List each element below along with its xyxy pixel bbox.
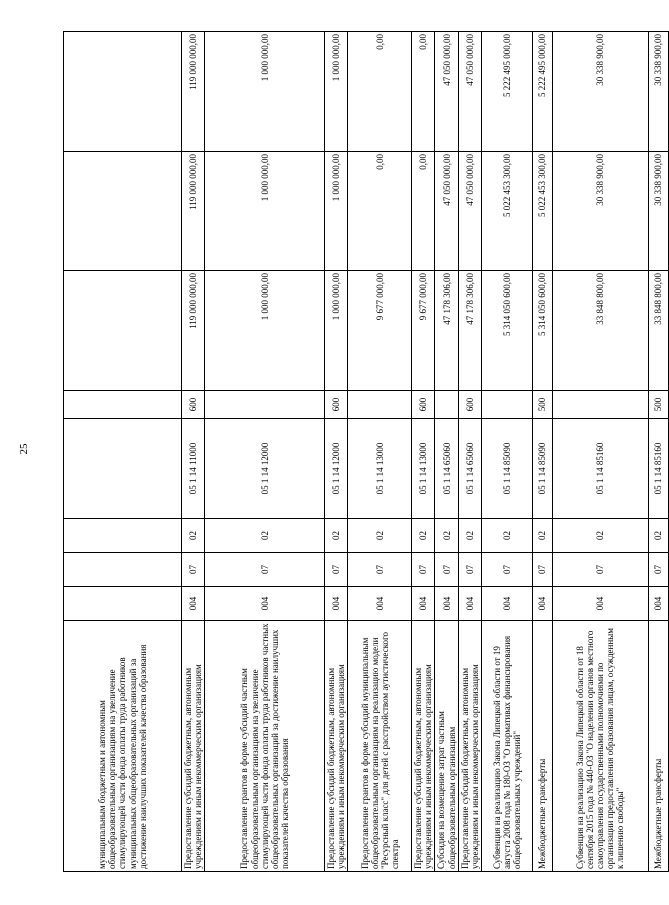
amount-year1-cell: 9 677 000,00 — [412, 271, 435, 391]
page-number: 25 — [18, 443, 30, 455]
amount-year1-cell: 47 178 306,00 — [435, 271, 458, 391]
subsection-code-cell: 02 — [481, 519, 532, 553]
grbs-code-cell: 004 — [532, 587, 552, 621]
amount-year1-cell: 1 000 000,00 — [205, 271, 325, 391]
target-article-cell — [64, 419, 182, 519]
amount-year2-cell: 47 050 000,00 — [458, 152, 481, 271]
amount-year2-cell: 5 022 453 300,00 — [532, 152, 552, 271]
amount-year3-cell: 0,00 — [348, 32, 412, 152]
target-article-cell: 05 1 14 85160 — [648, 419, 668, 519]
amount-year2-cell: 47 050 000,00 — [435, 152, 458, 271]
grbs-code-cell: 004 — [552, 587, 648, 621]
subsection-code-cell: 02 — [532, 519, 552, 553]
amount-year1-cell — [64, 271, 182, 391]
table-row — [205, 32, 325, 872]
row-name-cell: Предоставление субсидий бюджетным, автономным учреждениям и иным некоммерческим организациям — [458, 621, 481, 872]
subsection-code-cell: 02 — [182, 519, 205, 553]
amount-year1-cell: 33 848 800,00 — [648, 271, 668, 391]
section-code-cell: 07 — [348, 553, 412, 587]
table-row — [435, 32, 458, 872]
row-name-cell: Предоставление субсидий бюджетным, автономным учреждениям и иным некоммерческим организациям — [412, 621, 435, 872]
expense-type-cell: 500 — [532, 391, 552, 419]
amount-year3-cell: 30 338 900,00 — [552, 32, 648, 152]
amount-year3-cell — [64, 32, 182, 152]
expense-type-cell — [481, 391, 532, 419]
table-row — [458, 32, 481, 872]
target-article-cell: 05 1 14 13000 — [348, 419, 412, 519]
section-code-cell: 07 — [412, 553, 435, 587]
target-article-cell: 05 1 14 13000 — [412, 419, 435, 519]
row-name-cell: муниципальным бюджетным и автономным общеобразовательным организациям на увеличение стимулирующей части фонда оплаты труда работников муниципальных общеобразовательных организаций за достижение наилучших показателей качества образования — [64, 621, 182, 872]
amount-year2-cell: 5 022 453 300,00 — [481, 152, 532, 271]
amount-year1-cell: 119 000 000,00 — [182, 271, 205, 391]
amount-year1-cell: 47 178 306,00 — [458, 271, 481, 391]
subsection-code-cell: 02 — [552, 519, 648, 553]
table-row — [552, 32, 648, 872]
expense-type-cell: 600 — [458, 391, 481, 419]
amount-year3-cell: 47 050 000,00 — [458, 32, 481, 152]
budget-table — [63, 31, 669, 872]
amount-year3-cell: 30 338 900,00 — [648, 32, 668, 152]
grbs-code-cell: 004 — [348, 587, 412, 621]
amount-year3-cell: 0,00 — [412, 32, 435, 152]
section-code-cell: 07 — [458, 553, 481, 587]
row-name-cell: Предоставление субсидий бюджетным, автономным учреждениям и иным некоммерческим организациям — [182, 621, 205, 872]
amount-year1-cell: 5 314 050 600,00 — [481, 271, 532, 391]
table-row — [182, 32, 205, 872]
table-row — [325, 32, 348, 872]
subsection-code-cell: 02 — [648, 519, 668, 553]
amount-year3-cell: 1 000 000,00 — [205, 32, 325, 152]
expense-type-cell: 500 — [648, 391, 668, 419]
section-code-cell — [64, 553, 182, 587]
grbs-code-cell: 004 — [412, 587, 435, 621]
table-row — [412, 32, 435, 872]
expense-type-cell: 600 — [412, 391, 435, 419]
section-code-cell: 07 — [325, 553, 348, 587]
section-code-cell: 07 — [435, 553, 458, 587]
expense-type-cell — [435, 391, 458, 419]
amount-year3-cell: 119 000 000,00 — [182, 32, 205, 152]
target-article-cell: 05 1 14 65060 — [458, 419, 481, 519]
grbs-code-cell: 004 — [205, 587, 325, 621]
amount-year1-cell: 1 000 000,00 — [325, 271, 348, 391]
table-row — [348, 32, 412, 872]
amount-year2-cell — [64, 152, 182, 271]
table-row — [64, 32, 182, 872]
grbs-code-cell: 004 — [648, 587, 668, 621]
target-article-cell: 05 1 14 11000 — [182, 419, 205, 519]
row-name-cell: Субсидия на возмещение затрат частным общеобразовательным организациям — [435, 621, 458, 872]
section-code-cell: 07 — [182, 553, 205, 587]
subsection-code-cell: 02 — [435, 519, 458, 553]
row-name-cell: Предоставление грантов в форме субсидий частным общеобразовательным организациям на увеличение стимулирующей части фонда оплаты труда работников частных общеобразовательных организаций за достижение наилучших показателей качества образования — [205, 621, 325, 872]
amount-year3-cell: 5 222 495 000,00 — [532, 32, 552, 152]
target-article-cell: 05 1 14 85090 — [532, 419, 552, 519]
expense-type-cell — [64, 391, 182, 419]
subsection-code-cell: 02 — [412, 519, 435, 553]
amount-year2-cell: 0,00 — [412, 152, 435, 271]
row-name-cell: Межбюджетные трансферты — [648, 621, 668, 872]
amount-year2-cell: 30 338 900,00 — [552, 152, 648, 271]
grbs-code-cell: 004 — [458, 587, 481, 621]
rotated-table-container — [63, 32, 664, 872]
amount-year2-cell: 30 338 900,00 — [648, 152, 668, 271]
amount-year3-cell: 1 000 000,00 — [325, 32, 348, 152]
row-name-cell: Предоставление субсидий бюджетным, автономным учреждениям и иным некоммерческим организациям — [325, 621, 348, 872]
grbs-code-cell: 004 — [325, 587, 348, 621]
grbs-code-cell: 004 — [182, 587, 205, 621]
section-code-cell: 07 — [552, 553, 648, 587]
amount-year2-cell: 0,00 — [348, 152, 412, 271]
expense-type-cell: 600 — [325, 391, 348, 419]
amount-year2-cell: 1 000 000,00 — [205, 152, 325, 271]
row-name-cell: Субвенция на реализацию Закона Липецкой области от 19 августа 2008 года № 180-ОЗ "О нормативах финансирования общеобразовательных учреждений" — [481, 621, 532, 872]
subsection-code-cell: 02 — [458, 519, 481, 553]
target-article-cell: 05 1 14 85090 — [481, 419, 532, 519]
grbs-code-cell: 004 — [435, 587, 458, 621]
table-row — [532, 32, 552, 872]
target-article-cell: 05 1 14 85160 — [552, 419, 648, 519]
expense-type-cell — [552, 391, 648, 419]
amount-year1-cell: 5 314 050 600,00 — [532, 271, 552, 391]
section-code-cell: 07 — [532, 553, 552, 587]
table-row — [481, 32, 532, 872]
amount-year1-cell: 33 848 800,00 — [552, 271, 648, 391]
subsection-code-cell — [64, 519, 182, 553]
table-row — [648, 32, 668, 872]
amount-year3-cell: 47 050 000,00 — [435, 32, 458, 152]
subsection-code-cell: 02 — [348, 519, 412, 553]
target-article-cell: 05 1 14 12000 — [205, 419, 325, 519]
expense-type-cell — [205, 391, 325, 419]
grbs-code-cell: 004 — [481, 587, 532, 621]
row-name-cell: Субвенция на реализацию Закона Липецкой области от 18 сентября 2015 года № 440-ОЗ "О наделении органов местного самоуправления государственными полномочиями по организации предоставления образования лицам, осужденным к лишению свободы" — [552, 621, 648, 872]
row-name-cell: Межбюджетные трансферты — [532, 621, 552, 872]
amount-year2-cell: 1 000 000,00 — [325, 152, 348, 271]
subsection-code-cell: 02 — [205, 519, 325, 553]
section-code-cell: 07 — [648, 553, 668, 587]
expense-type-cell — [348, 391, 412, 419]
amount-year3-cell: 5 222 495 000,00 — [481, 32, 532, 152]
table-body — [64, 32, 669, 872]
subsection-code-cell: 02 — [325, 519, 348, 553]
amount-year1-cell: 9 677 000,00 — [348, 271, 412, 391]
section-code-cell: 07 — [481, 553, 532, 587]
target-article-cell: 05 1 14 12000 — [325, 419, 348, 519]
expense-type-cell: 600 — [182, 391, 205, 419]
target-article-cell: 05 1 14 65060 — [435, 419, 458, 519]
section-code-cell: 07 — [205, 553, 325, 587]
row-name-cell: Предоставление грантов в форме субсидий муниципальным общеобразовательным организациям на реализацию модели "Ресурсный класс" для детей с расстройством аутистического спектра — [348, 621, 412, 872]
amount-year2-cell: 119 000 000,00 — [182, 152, 205, 271]
grbs-code-cell — [64, 587, 182, 621]
